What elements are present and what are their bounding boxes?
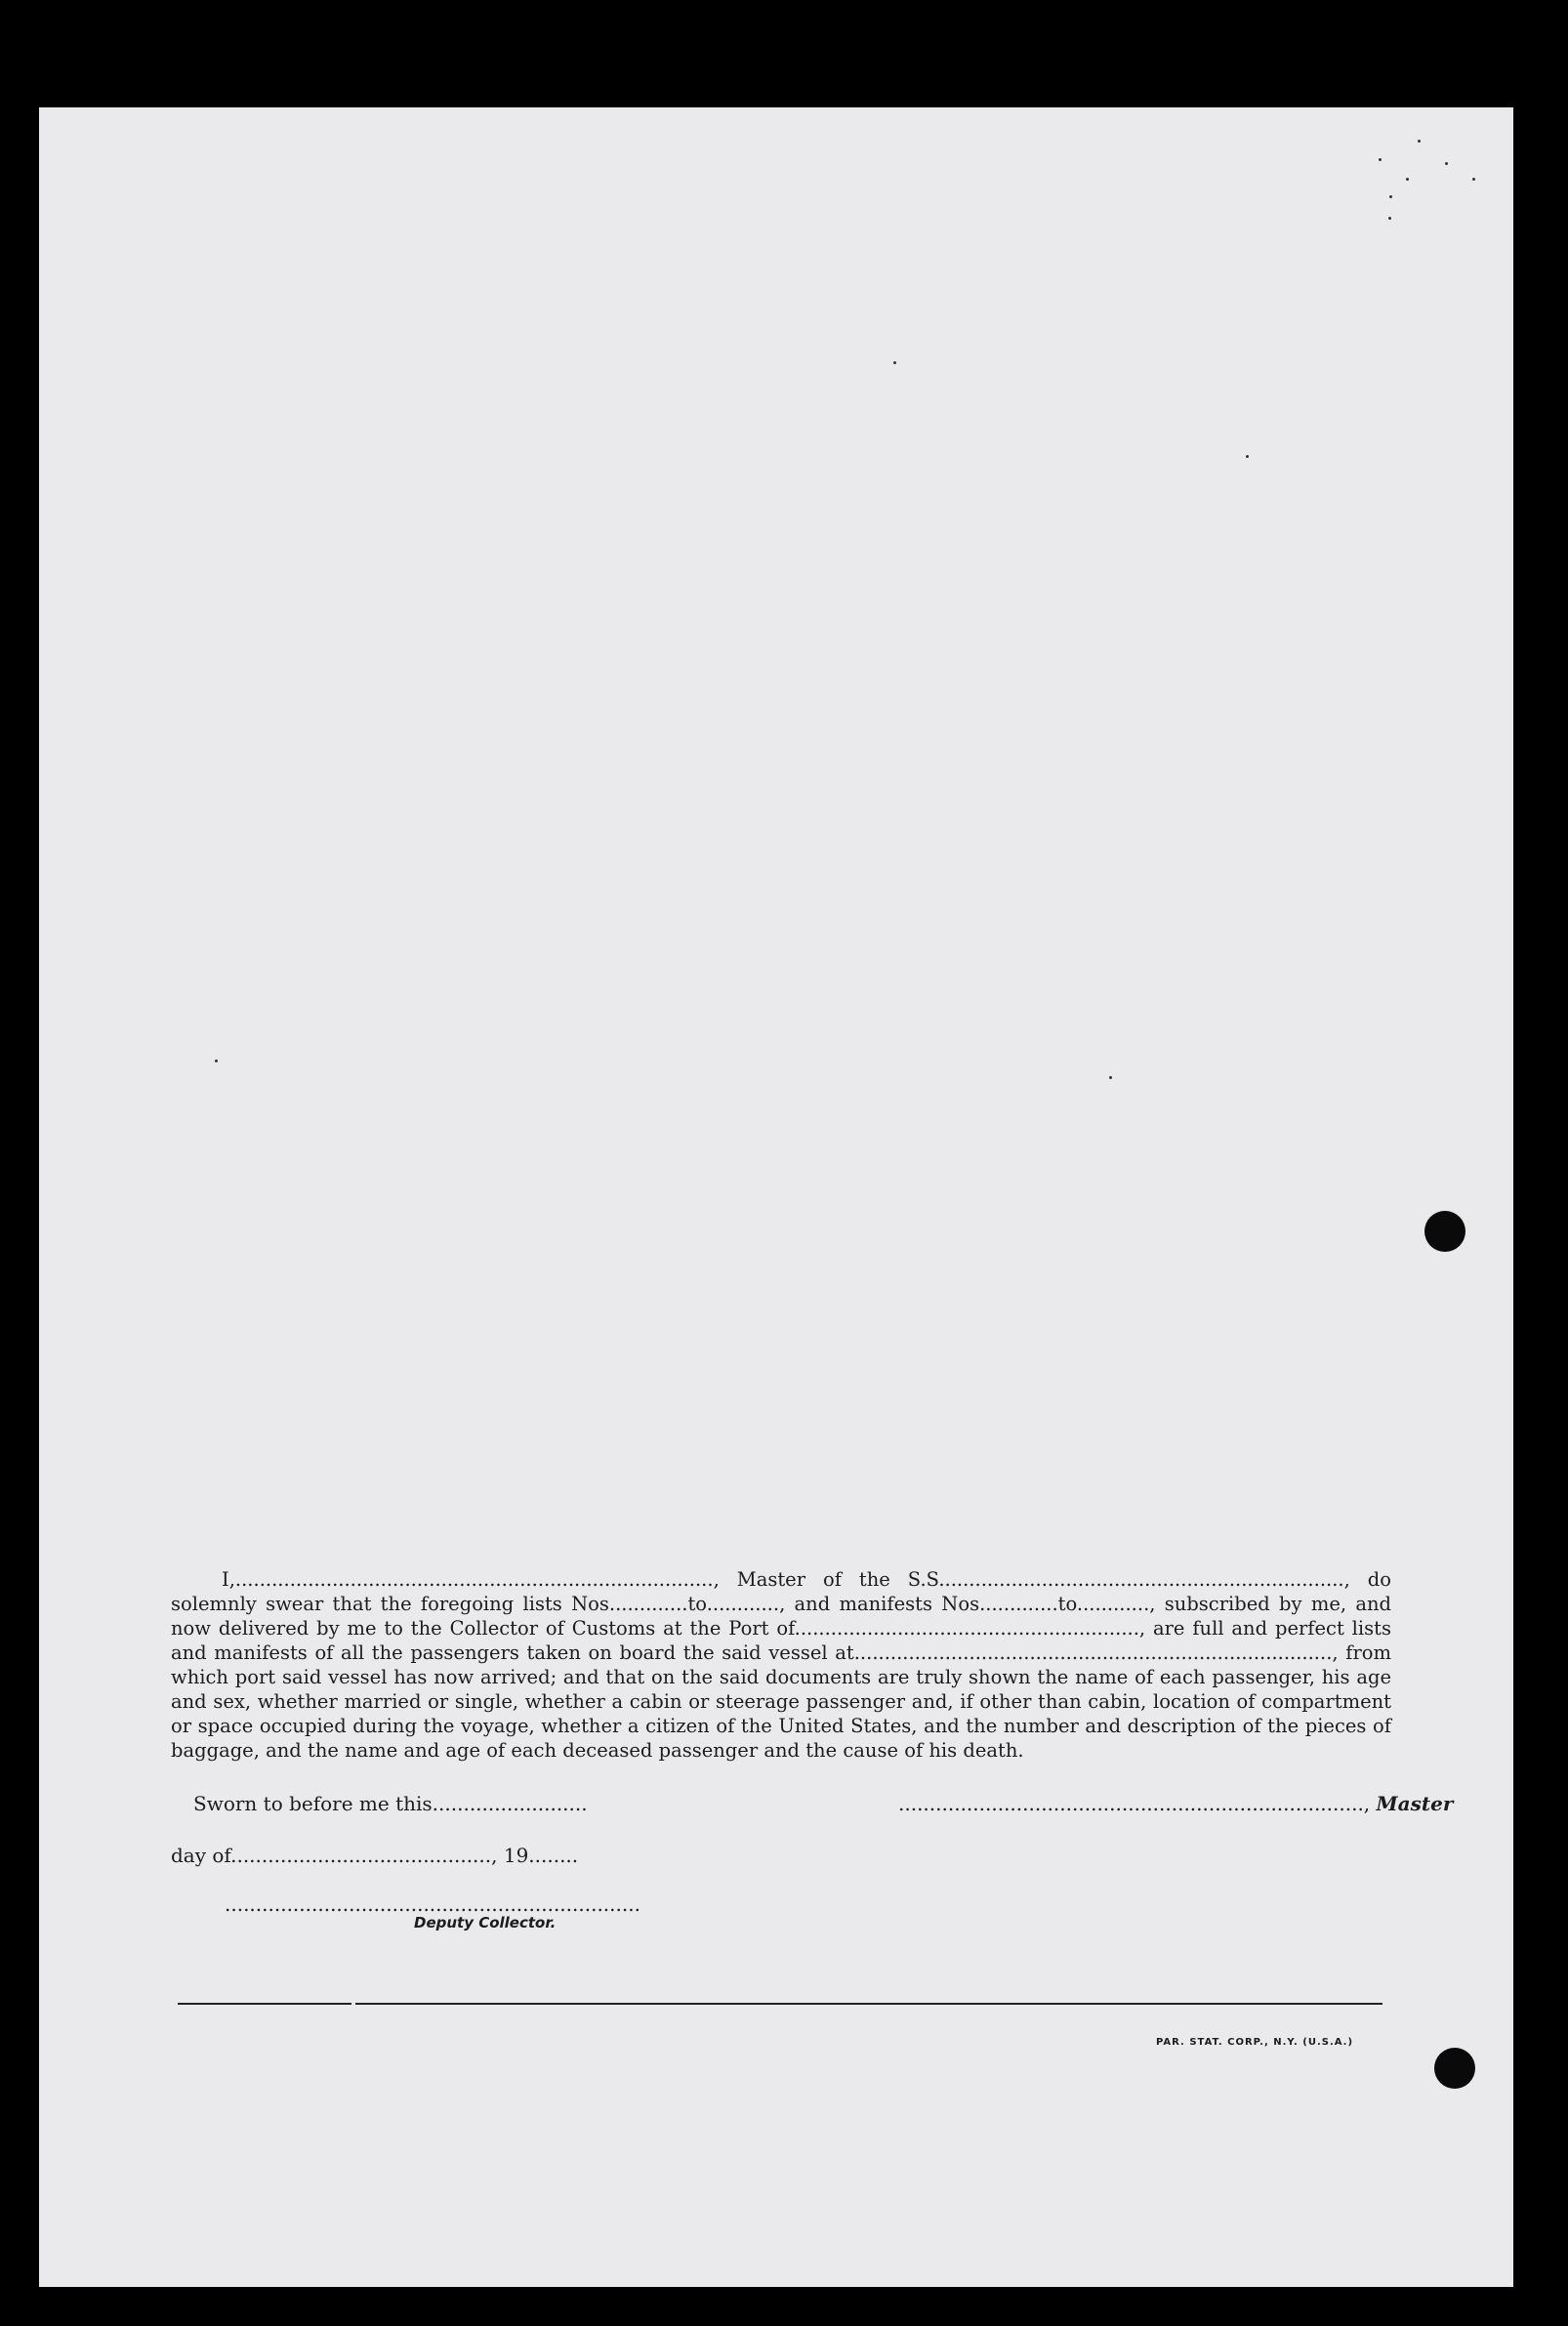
bottom-rule-right [355,2003,1382,2005]
bottom-rule-left [178,2003,351,2005]
speck [1472,178,1475,181]
sworn-before-line: Sworn to before me this......................... [193,1792,588,1815]
speck [215,1059,218,1062]
master-signature-line [898,1792,1453,1815]
speck [1418,140,1421,143]
speck [1379,158,1382,161]
master-signature-dots: ..........................................................................., [898,1792,1377,1815]
day-of-line: day of.........................................., 19........ [171,1844,579,1867]
speck [1406,178,1409,181]
oath-paragraph: I,..............................................................................., Master of the S.S..................................................................., do solemnly swear that the foregoing lists Nos.............to............, and manifests Nos.............to............, subscribed by me, and now delivered by me to the Collector of Customs at the Port of........................................................., are full and perfect lists and manifests of all the passengers taken on board the said vessel at..............................................................................., from which port said vessel has now arrived; and that on the said documents are truly shown the name of each passenger, his age and sex, whether married or single, whether a cabin or steerage passenger and, if other than cabin, location of compartment or space occupied during the voyage, whether a citizen of the United States, and the number and description of the pieces of baggage, and the name and age of each deceased passenger and the cause of his death. [171,1568,1391,1762]
speck [893,361,896,364]
speck [1388,217,1391,220]
deputy-collector-label: Deputy Collector. [414,1914,557,1931]
speck [1109,1076,1112,1079]
punch-hole [1424,1211,1465,1252]
printer-imprint: PAR. STAT. CORP., N.Y. (U.S.A.) [1156,2037,1354,2048]
form-page [39,107,1513,2287]
deputy-signature-line: ................................................................... [225,1892,640,1916]
speck [1389,195,1392,198]
speck [1445,162,1448,165]
speck [1246,455,1249,458]
master-label: Master [1376,1792,1454,1815]
punch-hole [1434,2048,1475,2089]
